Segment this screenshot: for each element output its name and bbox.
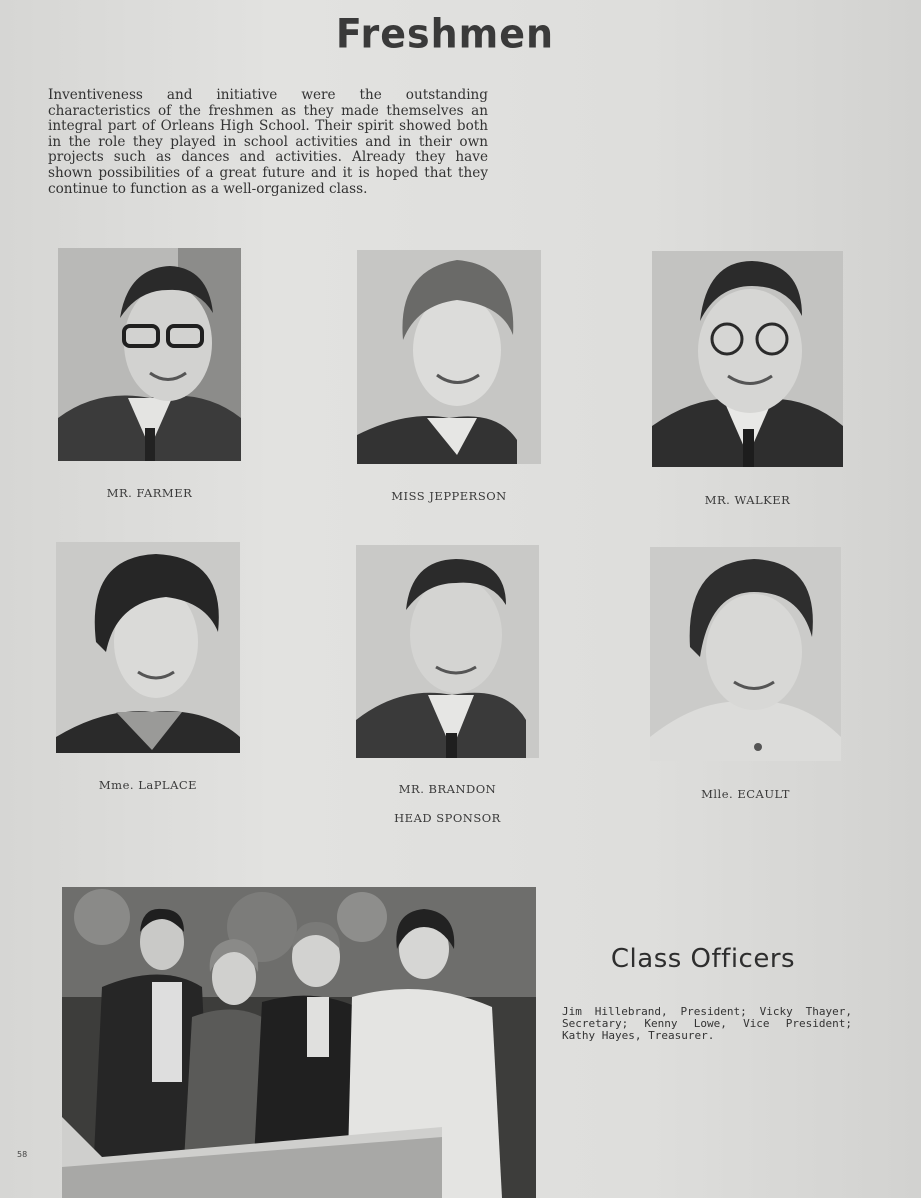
portrait-photo-brandon xyxy=(356,545,539,758)
class-officers-photo xyxy=(62,887,536,1198)
portrait-photo-laplace xyxy=(56,542,240,753)
sponsor-name-4: Mme. LaPLACE xyxy=(98,778,198,792)
page-number: 58 xyxy=(17,1150,28,1159)
portrait-photo-farmer xyxy=(58,248,241,461)
intro-paragraph: Inventiveness and initiative were the outstanding characteristics of the freshmen as they made themselves an integral part of Orleans High School. Their spirit showed both in the role they played in school activities and in their own projects such as dances and activities. Already they have shown possibilities of a great future and it is hoped that they continue to function as a well-organized class. xyxy=(48,87,488,197)
class-officers-title: Class Officers xyxy=(610,944,796,974)
sponsor-name-3: MR. WALKER xyxy=(704,493,791,507)
page-title: Freshmen xyxy=(335,10,555,58)
sponsor-name-1: MR. FARMER xyxy=(106,486,193,500)
portrait-photo-ecault xyxy=(650,547,841,761)
class-officers-list: Jim Hillebrand, President; Vicky Thayer, Secretary; Kenny Lowe, Vice President; Kathy Hayes, Treasurer. xyxy=(562,1005,852,1042)
sponsor-name-2: MISS JEPPERSON xyxy=(391,489,507,503)
sponsor-name-6: Mlle. ECAULT xyxy=(701,787,790,801)
portrait-photo-jepperson xyxy=(357,250,541,464)
portrait-photo-walker xyxy=(652,251,843,467)
sponsor-role-5: HEAD SPONSOR xyxy=(394,811,501,825)
sponsor-name-5: MR. BRANDON xyxy=(398,782,497,796)
